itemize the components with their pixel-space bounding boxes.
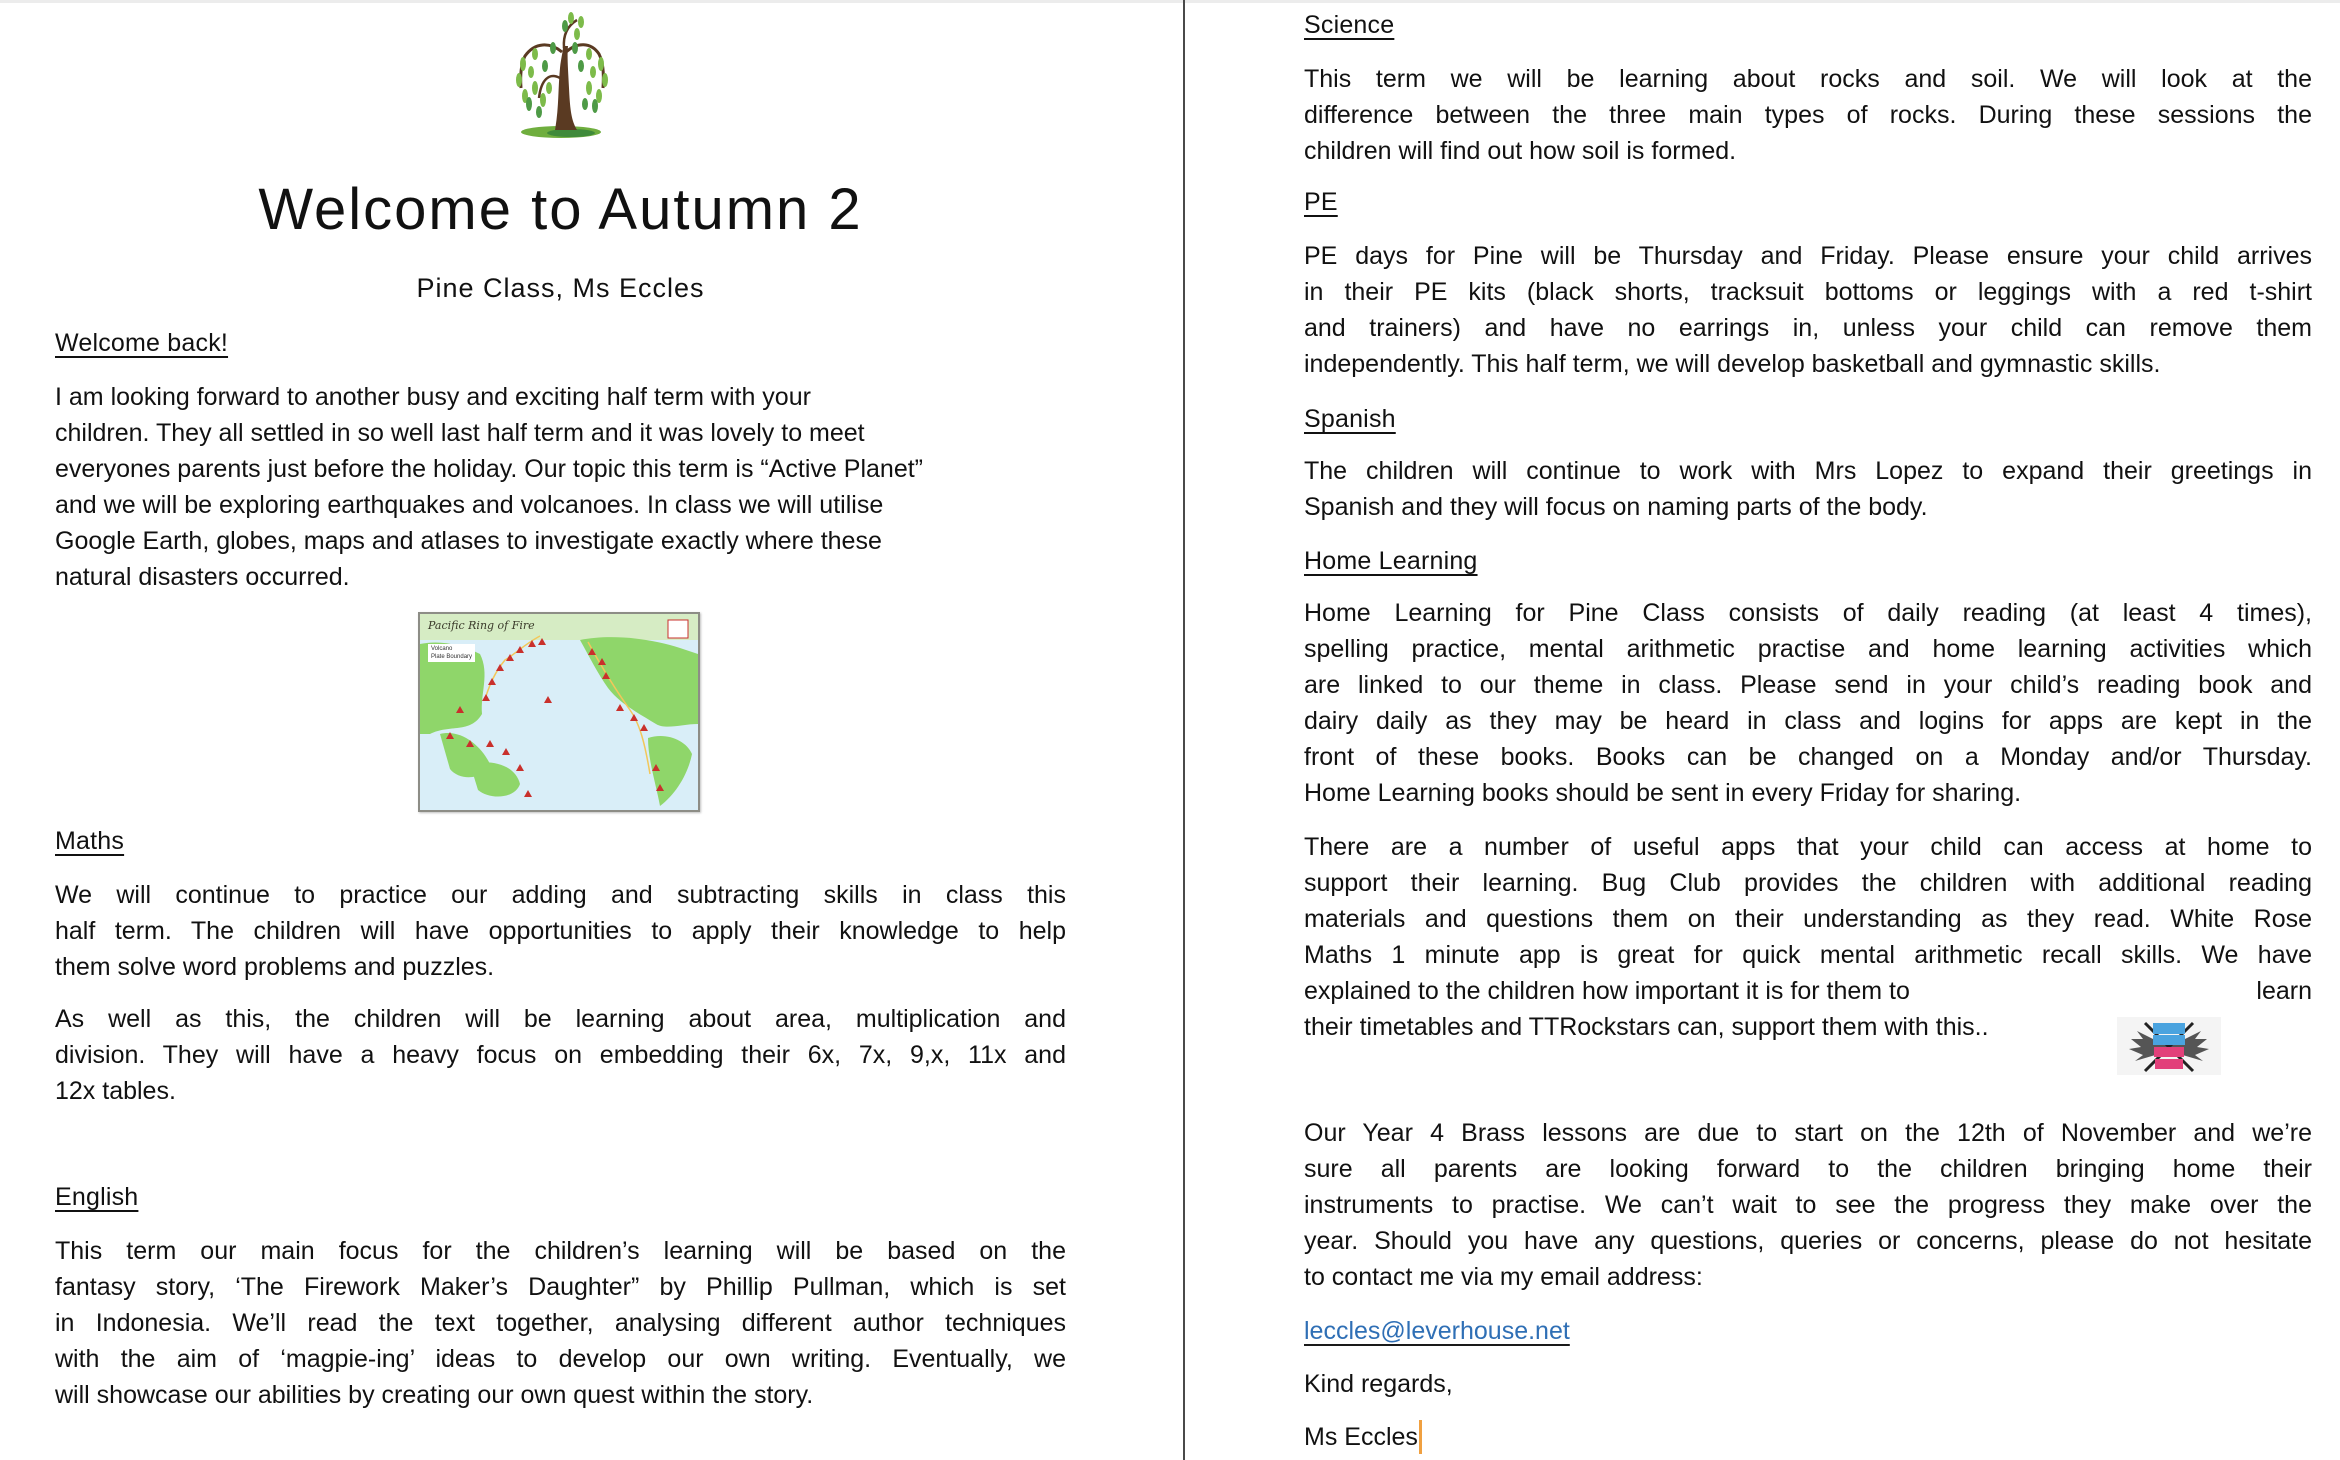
heading-welcome-back: Welcome back!: [55, 329, 229, 357]
text-line-part: learn: [2256, 977, 2312, 1005]
text-line: Our Year 4 Brass lessons are due to start on the 12th of November and we’re: [1304, 1119, 2312, 1147]
text-line: fantasy story, ‘The Firework Maker’s Daughter” by Phillip Pullman, which is set: [55, 1273, 1066, 1301]
text-line: them solve word problems and puzzles.: [55, 953, 495, 981]
text-line: with the aim of ‘magpie-ing’ ideas to develop our own writing. Eventually, we: [55, 1345, 1066, 1373]
map-legend-item: Volcano: [431, 646, 453, 652]
paragraph-maths-2: [55, 1001, 1066, 1109]
text-cursor: [1419, 1420, 1422, 1454]
paragraph-home-learning-1: [1304, 595, 2312, 811]
text-line: and we will be exploring earthquakes and volcanoes. In class we will utilise: [55, 491, 884, 519]
map-legend-item: Plate Boundary: [431, 654, 473, 660]
text-line: spelling practice, mental arithmetic practise and home learning activities which: [1304, 635, 2312, 663]
heading-english: English: [55, 1183, 139, 1211]
willow-tree-icon: [505, 8, 617, 140]
ttrockstars-logo: [2117, 1017, 2221, 1075]
heading-home-learning: Home Learning: [1304, 547, 1478, 575]
text-line: There are a number of useful apps that your child can access at home to: [1304, 833, 2312, 861]
text-line: sure all parents are looking forward to the children bringing home their: [1304, 1155, 2312, 1183]
closing-text: Kind regards,: [1304, 1370, 1453, 1398]
text-line: dairy daily as they may be heard in class and logins for apps are kept in the: [1304, 707, 2312, 735]
text-line: We will continue to practice our adding and subtracting skills in class this: [55, 881, 1066, 909]
text-line: are linked to our theme in class. Please send in your child’s reading book and: [1304, 671, 2312, 699]
heading-pe: PE: [1304, 188, 1338, 216]
map-legend: [428, 644, 475, 662]
email-link[interactable]: leccles@leverhouse.net: [1304, 1317, 1570, 1345]
text-line: will showcase our abilities by creating our own quest within the story.: [55, 1381, 814, 1409]
text-line: instruments to practise. We can’t wait to see the progress they make over the: [1304, 1191, 2312, 1219]
text-line: to contact me via my email address:: [1304, 1263, 1703, 1291]
text-line: difference between the three main types of rocks. During these sessions the: [1304, 101, 2312, 129]
signature-name: Ms Eccles: [1304, 1423, 1418, 1451]
text-line: Google Earth, globes, maps and atlases to investigate exactly where these: [55, 527, 882, 555]
paragraph-home-learning-2: [1304, 829, 2312, 1045]
text-line: everyones parents just before the holiday. Our topic this term is “Active Planet”: [55, 455, 923, 483]
text-line: front of these books. Books can be changed on a Monday and/or Thursday.: [1304, 743, 2312, 771]
map-caption: Pacific Ring of Fire: [428, 619, 535, 632]
text-line: [1304, 973, 2312, 1009]
text-line: children. They all settled in so well last half term and it was lovely to meet: [55, 419, 865, 447]
text-line: The children will continue to work with Mrs Lopez to expand their greetings in: [1304, 457, 2312, 485]
paragraph-pe: [1304, 238, 2312, 382]
paragraph-english: [55, 1233, 1066, 1413]
paragraph-brass: [1304, 1115, 2312, 1295]
text-line: in Indonesia. We’ll read the text together, analysing different author techniques: [55, 1309, 1066, 1337]
text-line: children will find out how soil is formed.: [1304, 137, 1737, 165]
text-line: Home Learning books should be sent in every Friday for sharing.: [1304, 779, 2022, 807]
text-line: Spanish and they will focus on naming parts of the body.: [1304, 493, 1928, 521]
heading-spanish: Spanish: [1304, 405, 1396, 433]
text-line: Home Learning for Pine Class consists of daily reading (at least 4 times),: [1304, 599, 2312, 627]
heading-maths: Maths: [55, 827, 125, 855]
text-line: division. They will have a heavy focus on embedding their 6x, 7x, 9,x, 11x and: [55, 1041, 1066, 1069]
text-line: This term our main focus for the children’s learning will be based on the: [55, 1237, 1066, 1265]
text-line: in their PE kits (black shorts, tracksuit bottoms or leggings with a red t-shirt: [1304, 278, 2312, 306]
signature-line[interactable]: [1304, 1419, 1422, 1455]
page-subtitle: Pine Class, Ms Eccles: [416, 273, 705, 303]
text-line: their timetables and TTRockstars can, support them with this..: [1304, 1013, 1989, 1041]
text-line: and trainers) and have no earrings in, unless your child can remove them: [1304, 314, 2312, 342]
text-line: As well as this, the children will be learning about area, multiplication and: [55, 1005, 1066, 1033]
text-line: This term we will be learning about rocks and soil. We will look at the: [1304, 65, 2312, 93]
text-line: half term. The children will have opportunities to apply their knowledge to help: [55, 917, 1066, 945]
page-divider: [1183, 0, 1185, 1460]
page-title: Welcome to Autumn 2: [258, 177, 863, 242]
text-line: I am looking forward to another busy and exciting half term with your: [55, 383, 811, 411]
text-line: PE days for Pine will be Thursday and Friday. Please ensure your child arrives: [1304, 242, 2312, 270]
text-line: Maths 1 minute app is great for quick mental arithmetic recall skills. We have: [1304, 941, 2312, 969]
page-top-edge: [0, 0, 2340, 3]
text-line-part: explained to the children how important it is for them to: [1304, 977, 1910, 1005]
paragraph-welcome: [55, 379, 1066, 595]
paragraph-maths-1: [55, 877, 1066, 985]
text-line: natural disasters occurred.: [55, 563, 350, 591]
text-line: support their learning. Bug Club provides the children with additional reading: [1304, 869, 2312, 897]
paragraph-science: [1304, 61, 2312, 169]
paragraph-spanish: [1304, 453, 2312, 525]
text-line: materials and questions them on their understanding as they read. White Rose: [1304, 905, 2312, 933]
text-line: year. Should you have any questions, queries or concerns, please do not hesitate: [1304, 1227, 2312, 1255]
text-line: 12x tables.: [55, 1077, 176, 1105]
text-line: independently. This half term, we will develop basketball and gymnastic skills.: [1304, 350, 2161, 378]
heading-science: Science: [1304, 11, 1395, 39]
pacific-ring-of-fire-map: [418, 612, 700, 812]
